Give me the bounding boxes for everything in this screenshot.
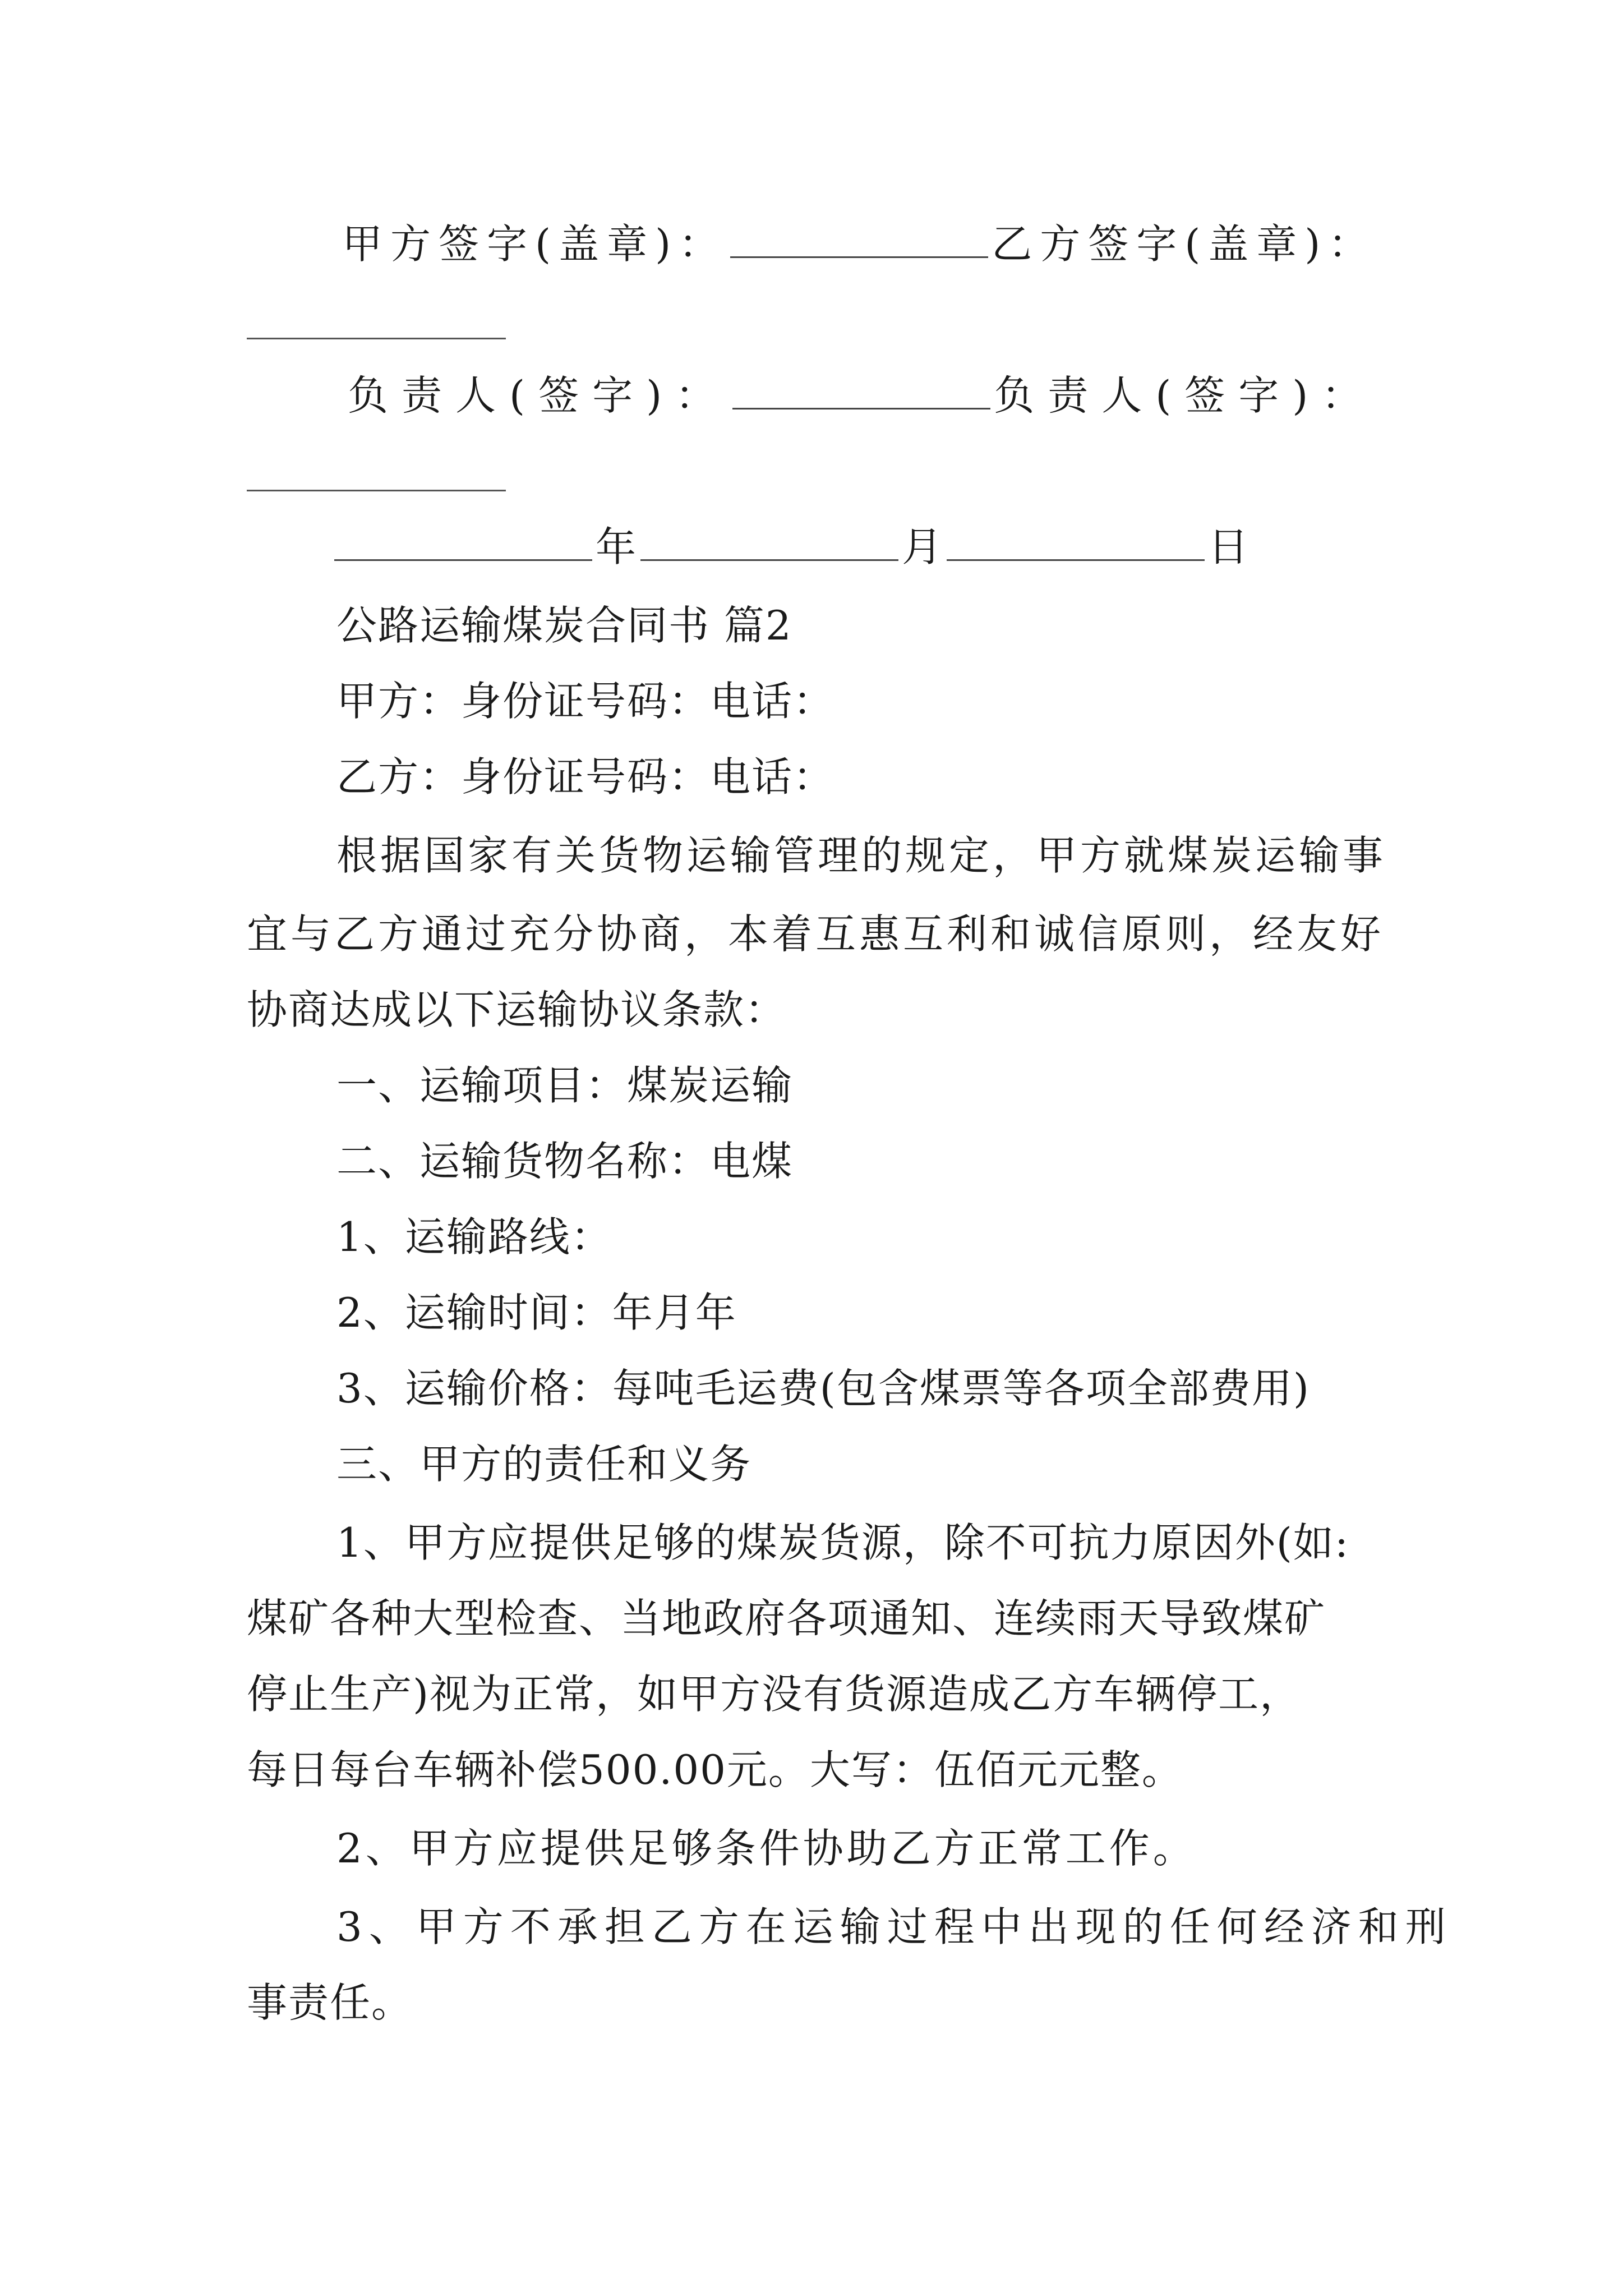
party-a-signature-row — [342, 216, 1376, 272]
party-b-info: 乙方：身份证号码：电话： — [336, 753, 835, 800]
intro-line-2: 宜与乙方通过充分协商，本着互惠互利和诚信原则，经友好 — [247, 910, 1385, 958]
duty-2: 2、甲方应提供足够条件协助乙方正常工作。 — [336, 1825, 1197, 1872]
representative-signature-row — [348, 367, 1375, 424]
duty-1-line-1: 1、甲方应提供足够的煤炭货源，除不可抗力原因外(如: — [336, 1519, 1350, 1566]
day-blank[interactable] — [947, 524, 1205, 561]
clause-3: 三、甲方的责任和义务 — [336, 1441, 752, 1488]
rep-b-signature-blank[interactable] — [247, 490, 506, 491]
duty-3-line-2: 事责任。 — [247, 1979, 413, 2026]
intro-line-1: 根据国家有关货物运输管理的规定，甲方就煤炭运输事 — [336, 832, 1387, 879]
clause-2-1: 1、运输路线： — [336, 1213, 612, 1260]
duty-1-line-2: 煤矿各种大型检查、当地政府各项通知、连续雨天导致煤矿 — [247, 1595, 1326, 1642]
intro-line-3: 协商达成以下运输协议条款： — [247, 986, 787, 1033]
clause-2-3: 3、运输价格：每吨毛运费(包含煤票等各项全部费用) — [336, 1365, 1310, 1412]
date-row — [331, 519, 1249, 575]
duty-3-line-1: 3、甲方不承担乙方在运输过程中出现的任何经济和刑 — [336, 1903, 1453, 1950]
month-blank[interactable] — [640, 524, 898, 561]
duty-1-line-4: 每日每台车辆补偿500.00元。大写：伍佰元元整。 — [247, 1746, 1183, 1793]
day-label: 日 — [1208, 523, 1250, 570]
contract-title: 公路运输煤炭合同书 篇2 — [336, 602, 792, 649]
year-label: 年 — [596, 523, 638, 570]
clause-2: 二、运输货物名称：电煤 — [336, 1138, 794, 1185]
rep-a-signature-label: 负责人(签字)： — [348, 372, 730, 419]
year-blank[interactable] — [334, 524, 592, 561]
party-b-signature-blank[interactable] — [247, 338, 506, 339]
party-a-signature-blank[interactable] — [730, 222, 988, 258]
rep-b-signature-label: 负责人(签字)： — [994, 372, 1376, 419]
duty-1-line-3: 停止生产)视为正常，如甲方没有货源造成乙方车辆停工， — [247, 1671, 1302, 1718]
party-a-info: 甲方：身份证号码：电话： — [336, 678, 835, 725]
month-label: 月 — [902, 523, 944, 570]
party-b-signature-label: 乙方签字(盖章)： — [992, 220, 1377, 268]
clause-2-2: 2、运输时间：年月年 — [336, 1289, 737, 1336]
party-a-signature-label: 甲方签字(盖章)： — [342, 220, 727, 268]
rep-a-signature-blank[interactable] — [732, 373, 990, 409]
clause-1: 一、运输项目：煤炭运输 — [336, 1062, 794, 1109]
